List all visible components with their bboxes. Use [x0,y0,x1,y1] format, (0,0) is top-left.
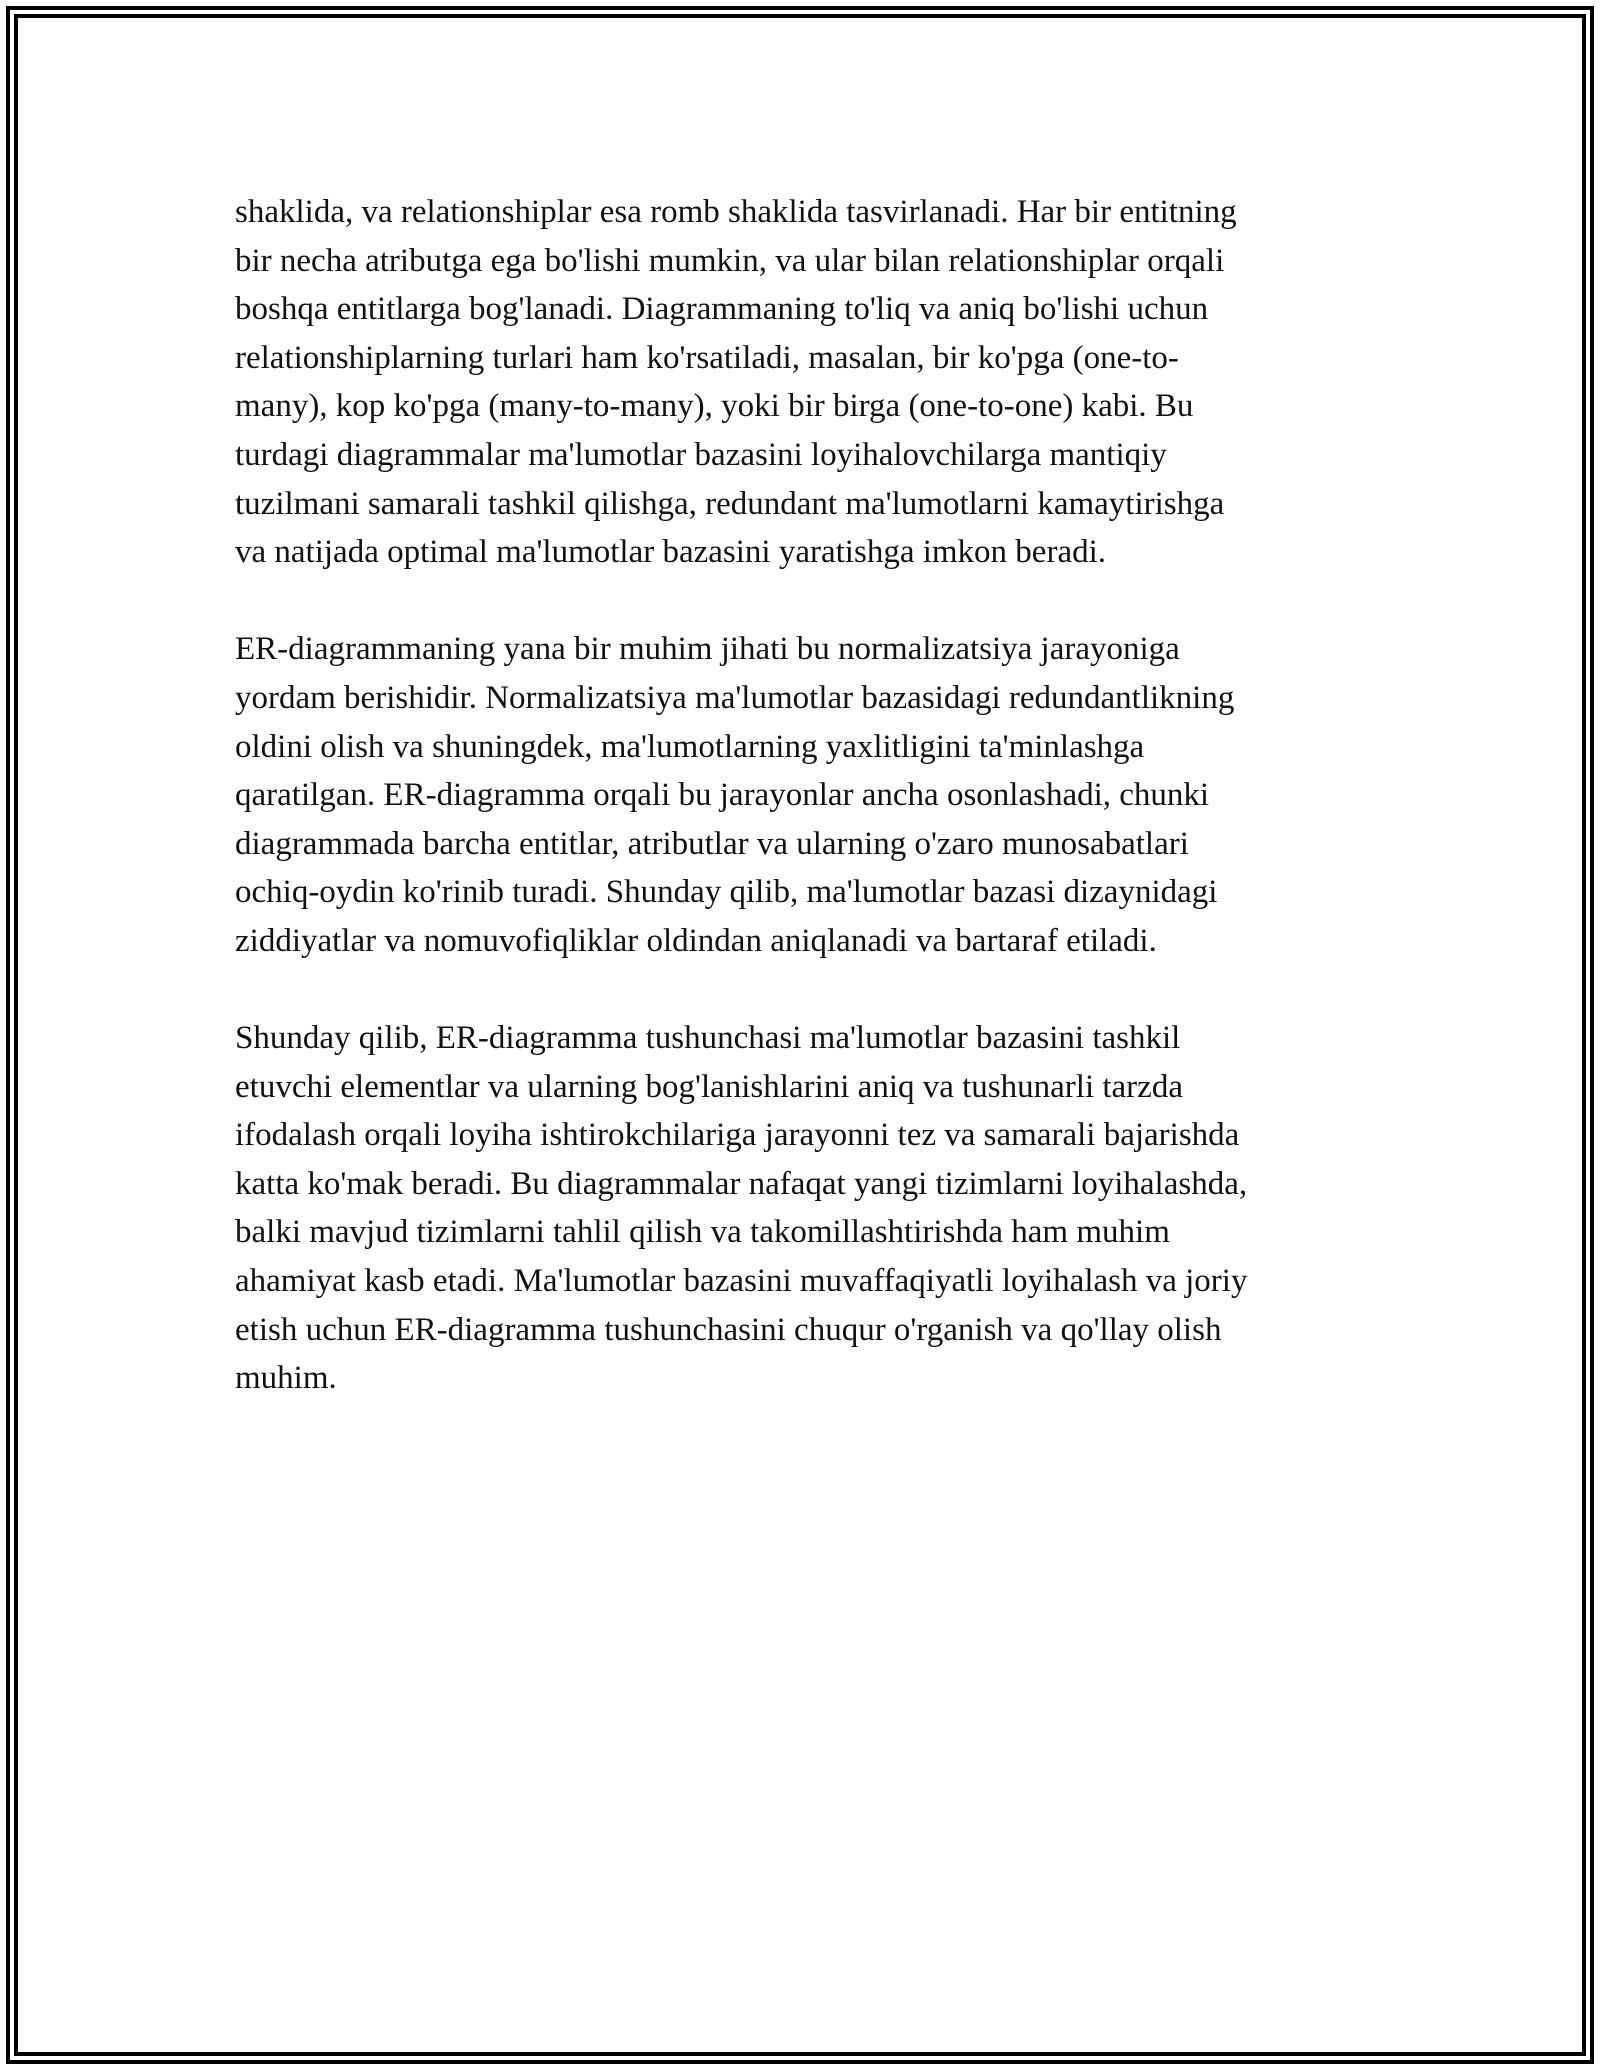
paragraph-er-diagram-notation [235,188,1365,577]
text-line: turdagi diagrammalar ma'lumotlar bazasini loyihalovchilarga mantiqiy [235,436,1167,473]
text-line: many), kop ko'pga (many-to-many), yoki bir birga (one-to-one) kabi. Bu [235,388,1194,425]
text-line: muhim. [235,1360,337,1397]
paragraph-conclusion [235,1014,1365,1403]
text-line: bir necha atributga ega bo'lishi mumkin, va ular bilan relationshiplar orqali [235,242,1225,279]
text-line: etuvchi elementlar va ularning bog'lanishlarini aniq va tushunarli tarzda [235,1068,1183,1105]
text-line: etish uchun ER-diagramma tushunchasini chuqur o'rganish va qo'llay olish [235,1311,1222,1348]
text-line: oldini olish va shuningdek, ma'lumotlarning yaxlitligini ta'minlashga [235,728,1145,765]
text-line: yordam berishidir. Normalizatsiya ma'lumotlar bazasidagi redundantlikning [235,679,1235,716]
text-line: tuzilmani samarali tashkil qilishga, redundant ma'lumotlarni kamaytirishga [235,485,1225,522]
text-line: qaratilgan. ER-diagramma orqali bu jarayonlar ancha osonlashadi, chunki [235,777,1210,814]
text-line: relationshiplarning turlari ham ko'rsatiladi, masalan, bir ko'pga (one-to- [235,339,1179,376]
text-line: ahamiyat kasb etadi. Ma'lumotlar bazasini muvaffaqiyatli loyihalash va joriy [235,1263,1248,1300]
page-body [235,188,1365,1451]
text-line: balki mavjud tizimlarni tahlil qilish va takomillashtirishda ham muhim [235,1214,1170,1251]
text-line: ziddiyatlar va nomuvofiqliklar oldindan aniqlanadi va bartaraf etiladi. [235,922,1157,959]
text-line: boshqa entitlarga bog'lanadi. Diagrammaning to'liq va aniq bo'lishi uchun [235,291,1209,328]
text-line: ochiq-oydin ko'rinib turadi. Shunday qilib, ma'lumotlar bazasi dizaynidagi [235,874,1218,911]
text-line: Shunday qilib, ER-diagramma tushunchasi ma'lumotlar bazasini tashkil [235,1020,1181,1057]
text-line: diagrammada barcha entitlar, atributlar va ularning o'zaro munosabatlari [235,825,1189,862]
text-line: va natijada optimal ma'lumotlar bazasini yaratishga imkon beradi. [235,534,1107,571]
paragraph-normalization [235,625,1365,965]
text-line: ER-diagrammaning yana bir muhim jihati bu normalizatsiya jarayoniga [235,631,1180,668]
text-line: shaklida, va relationshiplar esa romb shaklida tasvirlanadi. Har bir entitning [235,194,1237,230]
text-line: ifodalash orqali loyiha ishtirokchilariga jarayonni tez va samarali bajarishda [235,1117,1240,1154]
text-line: katta ko'mak beradi. Bu diagrammalar nafaqat yangi tizimlarni loyihalashda, [235,1165,1248,1202]
